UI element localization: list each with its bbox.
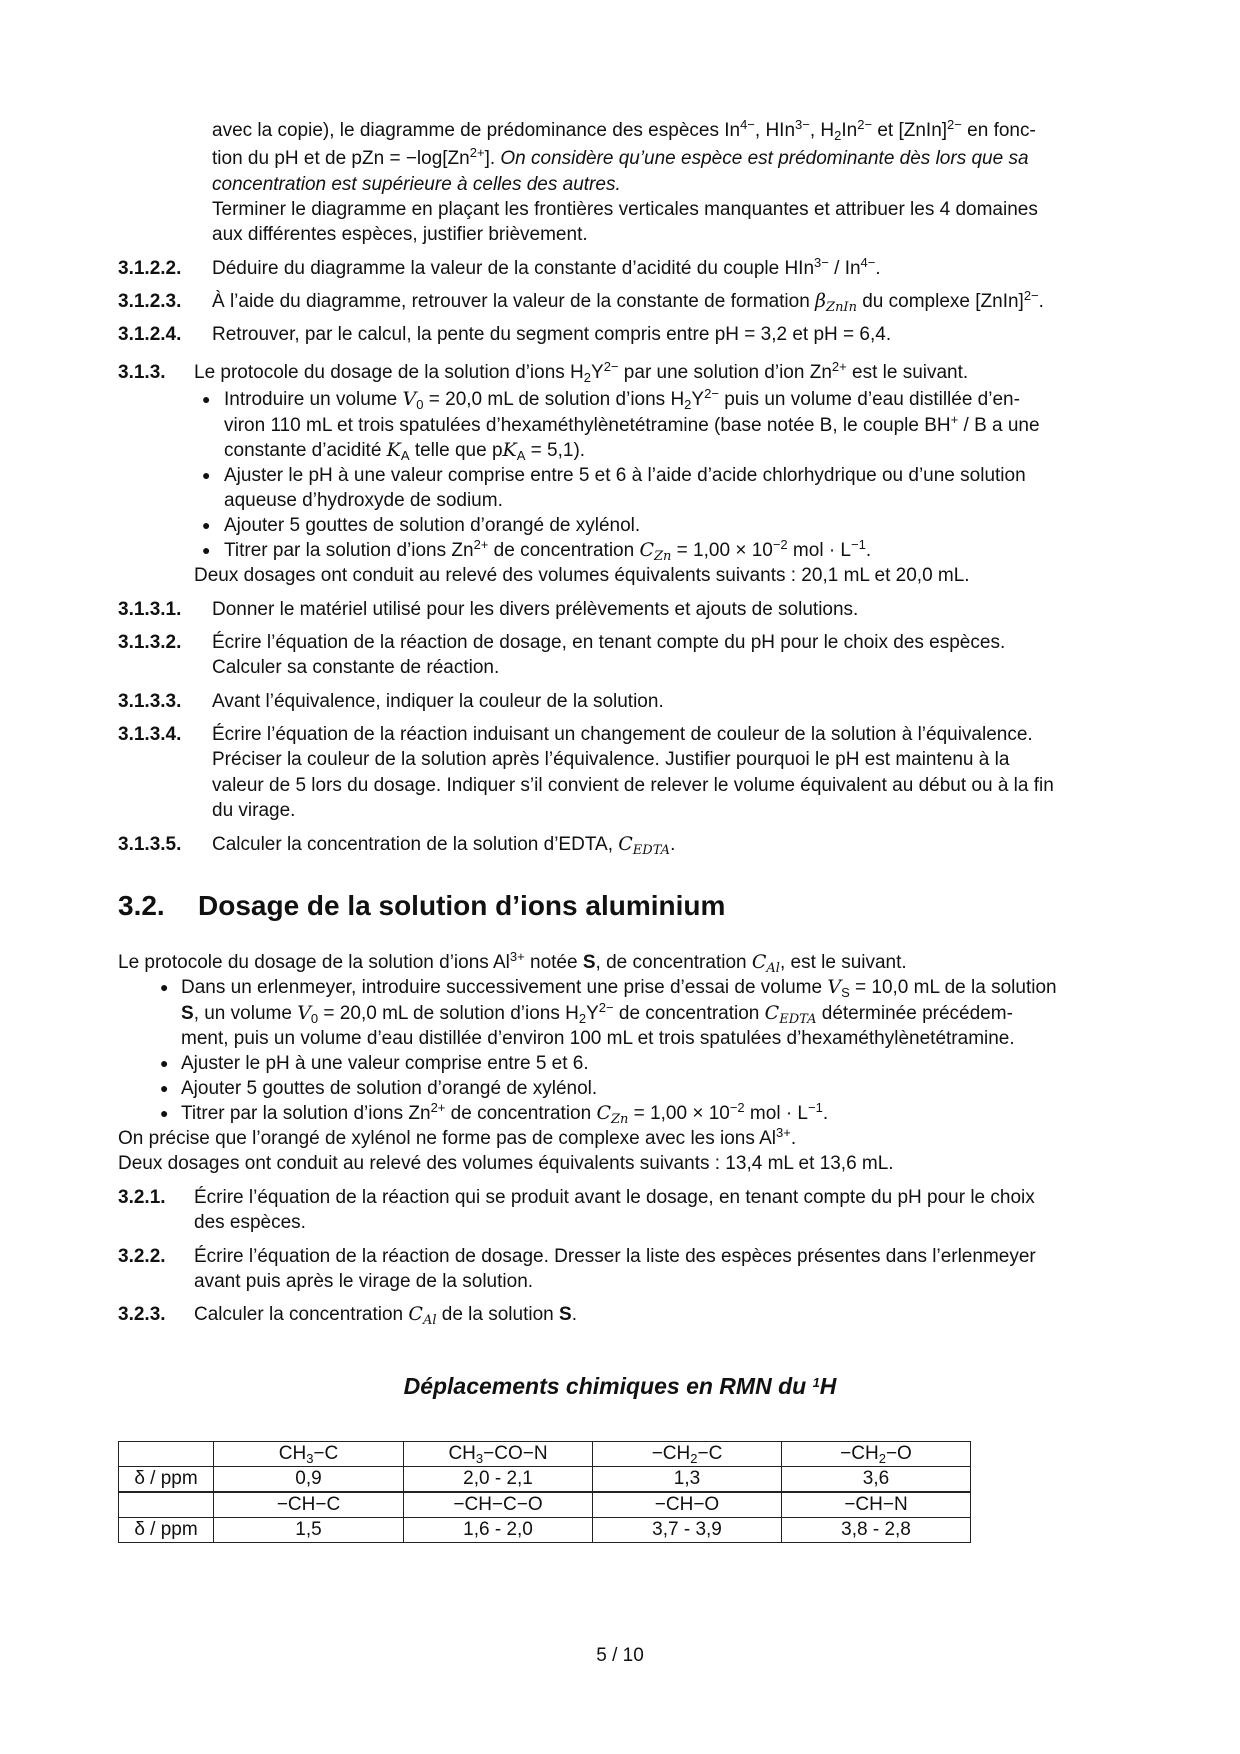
bullet-icon: ●	[202, 391, 211, 407]
table-cell: 3,7 - 3,9	[593, 1518, 782, 1543]
question-number: 3.1.3.3.	[118, 691, 182, 712]
section-intro: Le protocole du dosage de la solution d’ions $Al^{3+}$ notée S, de concentration $C_{Al}$, est le suivant.	[118, 949, 907, 976]
table-row	[119, 1518, 971, 1543]
protocol-step: Introduire un volume $V_0 = 20,0$ mL de solution d’ions $H_2Y^{2-}$ puis un volume d’eau distillée d’en-	[224, 386, 1020, 412]
protocol-step: Ajouter 5 gouttes de solution d’orangé de xylénol.	[224, 515, 641, 536]
question-number: 3.2.3.	[118, 1304, 166, 1325]
question-number: 3.2.1.	[118, 1187, 166, 1208]
question-number: 3.1.3.5.	[118, 834, 182, 855]
bullet-icon: ●	[160, 1105, 169, 1121]
question-number: 3.1.3.	[118, 362, 166, 383]
question-3135-text: Calculer la concentration de la solution d’EDTA, $C_{EDTA}$.	[212, 833, 676, 858]
question-322-text: Écrire l’équation de la réaction de dosage. Dresser la liste des espèces présentes dans l’erlenmeyer	[194, 1246, 1036, 1267]
intro-line-2: tion du pH et de pZn = $-\log[Zn^{2+}]$. On considère qu’une espèce est prédominante dès lors que sa	[212, 145, 1029, 169]
rmn-table	[118, 1441, 971, 1543]
question-3133-text: Avant l’équivalence, indiquer la couleur de la solution.	[212, 691, 664, 712]
protocol-step: Ajuster le pH à une valeur comprise entre 5 et 6.	[181, 1053, 589, 1074]
question-321-text-cont: des espèces.	[194, 1212, 306, 1233]
table-cell	[119, 1492, 214, 1518]
intro-line-1: avec la copie), le diagramme de prédominance des espèces $In^{4-}$, HIn$^{3-}$, $H_2In^{2-}$ et [ZnIn]$^{2-}$ en fonc-	[212, 117, 1036, 143]
protocol-step: Ajuster le pH à une valeur comprise entre 5 et 6 à l’aide d’acide chlorhydrique ou d’une solution	[224, 465, 1026, 486]
bullet-icon: ●	[160, 979, 169, 995]
table-cell: −CH−C−O	[404, 1492, 593, 1518]
section-note: On précise que l’orangé de xylénol ne forme pas de complexe avec les ions $Al^{3+}$.	[118, 1125, 797, 1149]
table-cell: 3,8 - 2,8	[782, 1518, 971, 1543]
table-cell	[119, 1442, 214, 1467]
question-number: 3.1.2.4.	[118, 324, 182, 345]
table-row	[119, 1442, 971, 1467]
bullet-icon: ●	[202, 467, 211, 483]
question-322-text-cont: avant puis après le virage de la solution.	[194, 1271, 534, 1292]
protocol-step: Titrer par la solution d’ions $Zn^{2+}$ de concentration $C_{Zn} = 1,00 \times 10^{-2}$ mol · $L^{-1}$.	[181, 1100, 829, 1127]
protocol-step-cont: ment, puis un volume d’eau distillée d’environ 100 mL et trois spatulées d’hexaméthylènetétramine.	[181, 1028, 1015, 1049]
rmn-table-title: Déplacements chimiques en RMN du $^1$H	[403, 1373, 837, 1399]
question-3134-text-cont: valeur de 5 lors du dosage. Indiquer s’il convient de relever le volume équivalent au début ou à la fin	[212, 775, 1054, 796]
bullet-icon: ●	[160, 1055, 169, 1071]
table-cell: 1,6 - 2,0	[404, 1518, 593, 1543]
question-number: 3.1.3.2.	[118, 632, 182, 653]
protocol-step-cont: constante d’acidité $K_A$ telle que $pK_A = 5,1$).	[224, 439, 586, 463]
table-cell: $CH_3-C$	[214, 1442, 404, 1467]
question-number: 3.1.2.2.	[118, 258, 182, 279]
protocol-step: Dans un erlenmeyer, introduire successivement une prise d’essai de volume $V_S = 10,0$ mL de la solution	[181, 976, 1057, 1000]
question-number: 3.1.3.4.	[118, 724, 182, 745]
question-number: 3.2.2.	[118, 1246, 166, 1267]
table-cell: 1,3	[593, 1467, 782, 1493]
protocol-step-cont: aqueuse d’hydroxyde de sodium.	[224, 490, 503, 511]
question-313-text: Le protocole du dosage de la solution d’ions $H_2Y^{2-}$ par une solution d’ion $Zn^{2+}$ est le suivant.	[194, 359, 969, 385]
intro-line-4: Terminer le diagramme en plaçant les frontières verticales manquantes et attribuer les 4 domaines	[212, 199, 1038, 220]
question-3134-text-cont: Préciser la couleur de la solution après l’équivalence. Justifier pourquoi le pH est maintenu à la	[212, 749, 1010, 770]
question-321-text: Écrire l’équation de la réaction qui se produit avant le dosage, en tenant compte du pH pour le choix	[194, 1187, 1035, 1208]
page-number: 5 / 10	[596, 1645, 644, 1666]
bullet-icon: ●	[160, 1080, 169, 1096]
question-323-text: Calculer la concentration $C_{Al}$ de la solution S.	[194, 1303, 577, 1328]
table-cell: −CH−C	[214, 1492, 404, 1518]
question-3122-text: Déduire du diagramme la valeur de la constante d’acidité du couple $HIn^{3-} / In^{4-}$.	[212, 255, 881, 279]
protocol-step-cont: S, un volume $V_0 = 20,0$ mL de solution d’ions $H_2Y^{2-}$ de concentration $C_{EDTA}$ déterminée précédem-	[181, 1000, 1013, 1027]
table-cell: 0,9	[214, 1467, 404, 1493]
bullet-icon: ●	[202, 542, 211, 558]
question-3123-text: À l’aide du diagramme, retrouver la valeur de la constante de formation $\beta_{ZnIn}$ du complexe [ZnIn]$^{2-}$.	[212, 288, 1044, 315]
table-row	[119, 1492, 971, 1518]
question-3132-text: Écrire l’équation de la réaction de dosage, en tenant compte du pH pour le choix des espèces.	[212, 632, 1006, 653]
question-3131-text: Donner le matériel utilisé pour les divers prélèvements et ajouts de solutions.	[212, 599, 859, 620]
question-3124-text: Retrouver, par le calcul, la pente du segment compris entre pH = 3,2 et pH = 6,4.	[212, 324, 892, 345]
table-cell: δ / ppm	[119, 1467, 214, 1493]
question-number: 3.1.2.3.	[118, 291, 182, 312]
question-3134-text-cont: du virage.	[212, 800, 296, 821]
intro-line-5: aux différentes espèces, justifier brièvement.	[212, 224, 588, 245]
protocol-step: Titrer par la solution d’ions $Zn^{2+}$ de concentration $C_{Zn} = 1,00 \times 10^{-2}$ mol · $L^{-1}$.	[224, 537, 872, 564]
table-cell: −CH−N	[782, 1492, 971, 1518]
intro-line-3: concentration est supérieure à celles des autres.	[212, 174, 621, 195]
table-cell: $CH_3-CO-N$	[404, 1442, 593, 1467]
question-3134-text: Écrire l’équation de la réaction induisant un changement de couleur de la solution à l’équivalence.	[212, 724, 1033, 745]
table-cell: 2,0 - 2,1	[404, 1467, 593, 1493]
table-cell: $-CH_2-C$	[593, 1442, 782, 1467]
protocol-result: Deux dosages ont conduit au relevé des volumes équivalents suivants : 20,1 mL et 20,0 mL.	[194, 565, 970, 586]
table-cell: 3,6	[782, 1467, 971, 1493]
table-cell: $-CH_2-O$	[782, 1442, 971, 1467]
section-result: Deux dosages ont conduit au relevé des volumes équivalents suivants : 13,4 mL et 13,6 mL.	[118, 1153, 894, 1174]
bullet-icon: ●	[202, 517, 211, 533]
table-cell: −CH−O	[593, 1492, 782, 1518]
section-title: Dosage de la solution d’ions aluminium	[198, 890, 726, 921]
table-cell: 1,5	[214, 1518, 404, 1543]
protocol-step-cont: viron 110 mL et trois spatulées d’hexaméthylènetétramine (base notée B, le couple BH+ / B a une	[224, 412, 1040, 436]
table-row	[119, 1467, 971, 1493]
question-number: 3.1.3.1.	[118, 599, 182, 620]
question-3132-text-cont: Calculer sa constante de réaction.	[212, 657, 500, 678]
section-number: 3.2.	[118, 890, 165, 921]
protocol-step: Ajouter 5 gouttes de solution d’orangé de xylénol.	[181, 1078, 598, 1099]
table-cell: δ / ppm	[119, 1518, 214, 1543]
